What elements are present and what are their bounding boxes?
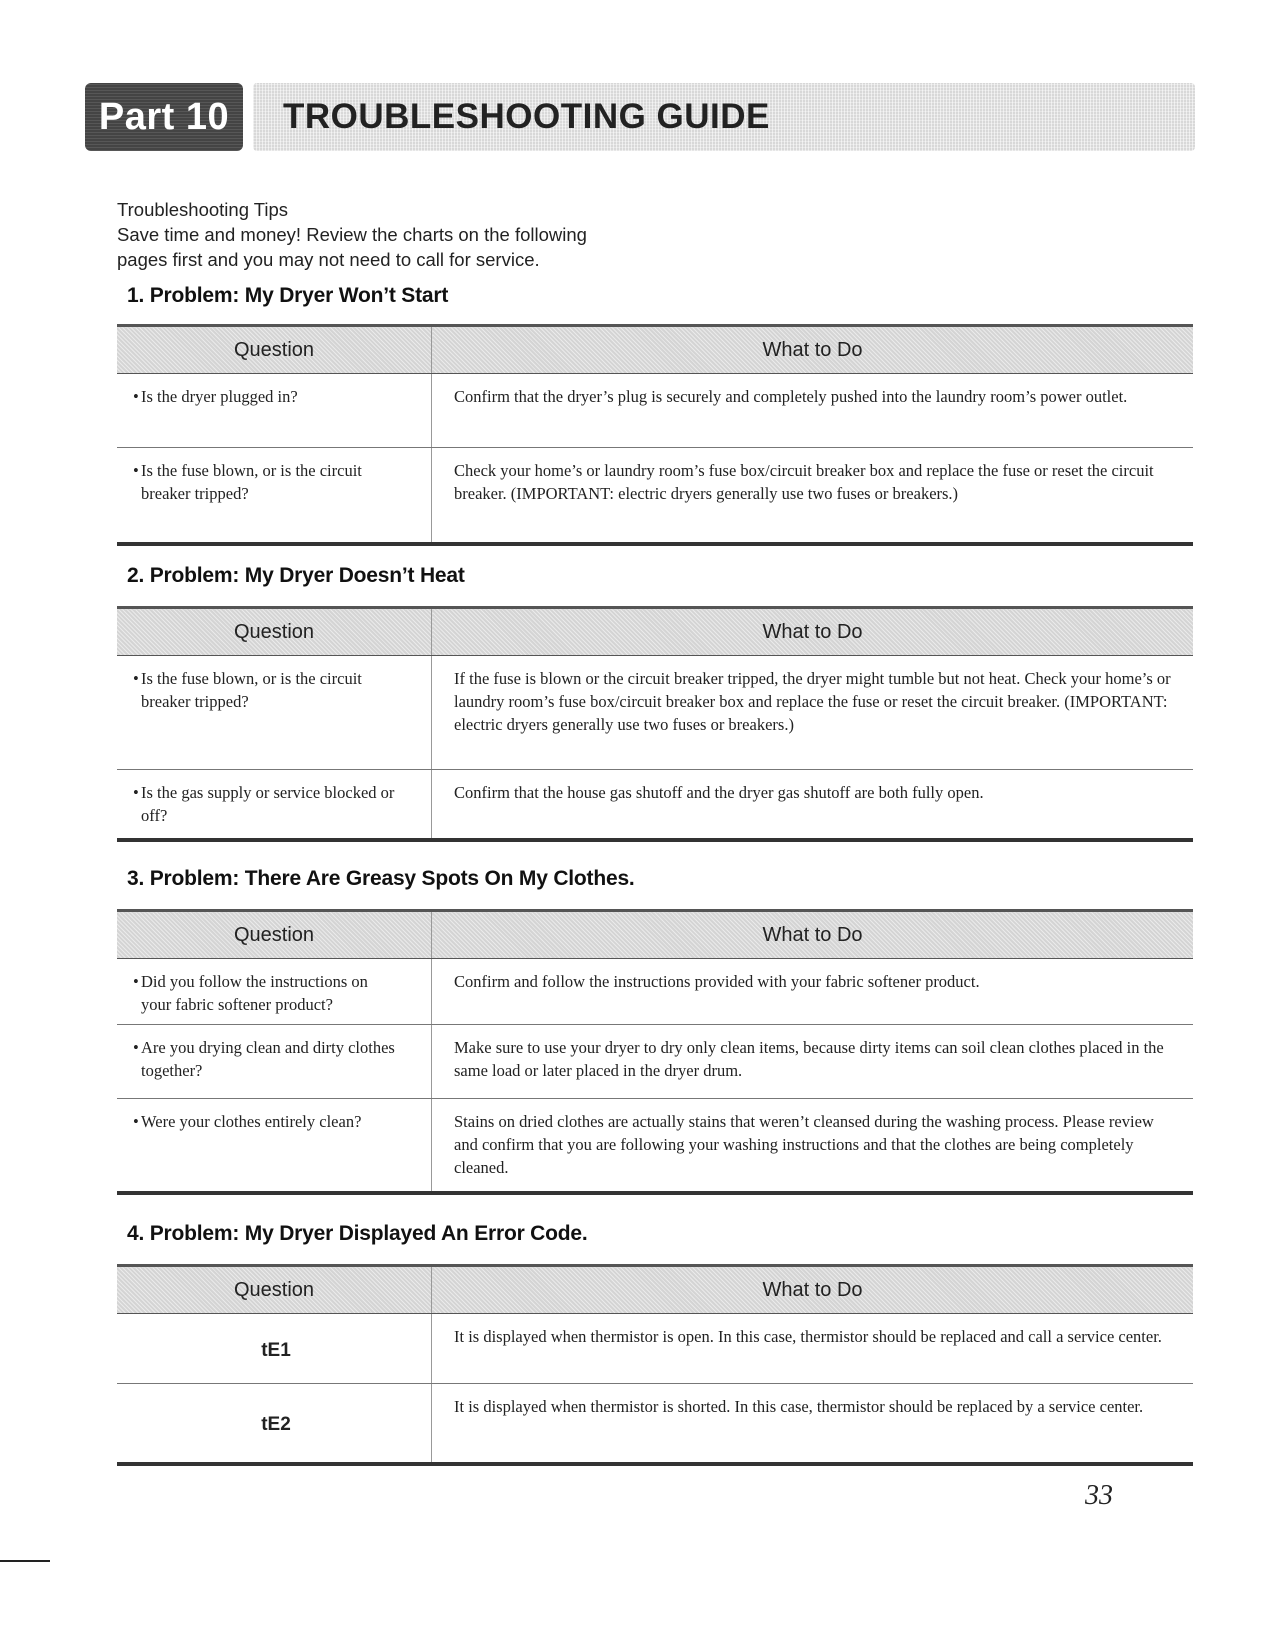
section-4 <box>117 1220 1193 1466</box>
section-2 <box>117 562 1193 842</box>
intro-block <box>117 197 717 272</box>
answer-cell: Confirm that the dryer’s plug is securely and completely pushed into the laundry room’s power outlet. <box>432 374 1194 448</box>
what-to-do-header: What to Do <box>432 326 1194 374</box>
troubleshooting-table <box>117 1264 1193 1466</box>
question-cell: • Is the fuse blown, or is the circuit breaker tripped? <box>117 448 432 544</box>
question-cell: • Is the dryer plugged in? <box>117 374 432 448</box>
intro-line-1: Save time and money! Review the charts on the following <box>117 224 587 245</box>
table-row <box>117 1025 1193 1099</box>
table-row <box>117 656 1193 770</box>
title-band <box>253 83 1195 151</box>
error-code-cell: tE2 <box>117 1384 432 1464</box>
table-row <box>117 448 1193 544</box>
section-1 <box>117 282 1193 546</box>
answer-cell: Stains on dried clothes are actually stains that weren’t cleansed during the washing process. Please review and confirm that you are following your washing instructions and that the clothes are being completely cleaned. <box>432 1099 1194 1193</box>
section-title: 4. Problem: My Dryer Displayed An Error Code. <box>127 1222 588 1245</box>
table-row <box>117 1314 1193 1384</box>
question-cell: • Were your clothes entirely clean? <box>117 1099 432 1193</box>
answer-cell: It is displayed when thermistor is shorted. In this case, thermistor should be replaced by a service center. <box>432 1384 1194 1464</box>
answer-cell: Confirm that the house gas shutoff and the dryer gas shutoff are both fully open. <box>432 770 1194 840</box>
answer-cell: Check your home’s or laundry room’s fuse box/circuit breaker box and replace the fuse or reset the circuit breaker. (IMPORTANT: electric dryers generally use two fuses or breakers.) <box>432 448 1194 544</box>
error-code-cell: tE1 <box>117 1314 432 1384</box>
page-title: TROUBLESHOOTING GUIDE <box>283 97 770 136</box>
question-cell: • Did you follow the instructions on your fabric softener product? <box>117 959 432 1025</box>
table-row <box>117 770 1193 840</box>
page-number: 33 <box>1085 1480 1113 1511</box>
part-label: Part 10 <box>85 83 243 151</box>
question-cell: • Is the fuse blown, or is the circuit breaker tripped? <box>117 656 432 770</box>
answer-cell: If the fuse is blown or the circuit breaker tripped, the dryer might tumble but not heat. Check your home’s or laundry room’s fuse box/circuit breaker box and replace the fuse or reset the circuit breaker. (IMPORTANT: electric dryers generally use two fuses or breakers.) <box>432 656 1194 770</box>
answer-cell: It is displayed when thermistor is open. In this case, thermistor should be replaced and call a service center. <box>432 1314 1194 1384</box>
section-title: 3. Problem: There Are Greasy Spots On My Clothes. <box>127 867 635 890</box>
section-3 <box>117 865 1193 1195</box>
section-title: 2. Problem: My Dryer Doesn’t Heat <box>127 564 465 587</box>
table-row <box>117 1384 1193 1464</box>
what-to-do-header: What to Do <box>432 1266 1194 1314</box>
question-header: Question <box>117 911 432 959</box>
troubleshooting-table <box>117 909 1193 1195</box>
troubleshooting-table <box>117 606 1193 842</box>
question-cell: • Is the gas supply or service blocked or off? <box>117 770 432 840</box>
answer-cell: Make sure to use your dryer to dry only clean items, because dirty items can soil clean clothes placed in the same load or later placed in the dryer drum. <box>432 1025 1194 1099</box>
intro-heading: Troubleshooting Tips <box>117 199 289 220</box>
troubleshooting-table <box>117 324 1193 546</box>
question-header: Question <box>117 326 432 374</box>
table-row <box>117 374 1193 448</box>
question-cell: • Are you drying clean and dirty clothes together? <box>117 1025 432 1099</box>
section-title: 1. Problem: My Dryer Won’t Start <box>127 284 449 307</box>
table-row <box>117 959 1193 1025</box>
question-header: Question <box>117 608 432 656</box>
table-row <box>117 1099 1193 1193</box>
what-to-do-header: What to Do <box>432 911 1194 959</box>
answer-cell: Confirm and follow the instructions provided with your fabric softener product. <box>432 959 1194 1025</box>
what-to-do-header: What to Do <box>432 608 1194 656</box>
footer-rule <box>0 1560 50 1562</box>
question-header: Question <box>117 1266 432 1314</box>
intro-line-2: pages first and you may not need to call for service. <box>117 249 540 270</box>
page-header <box>85 83 1195 151</box>
